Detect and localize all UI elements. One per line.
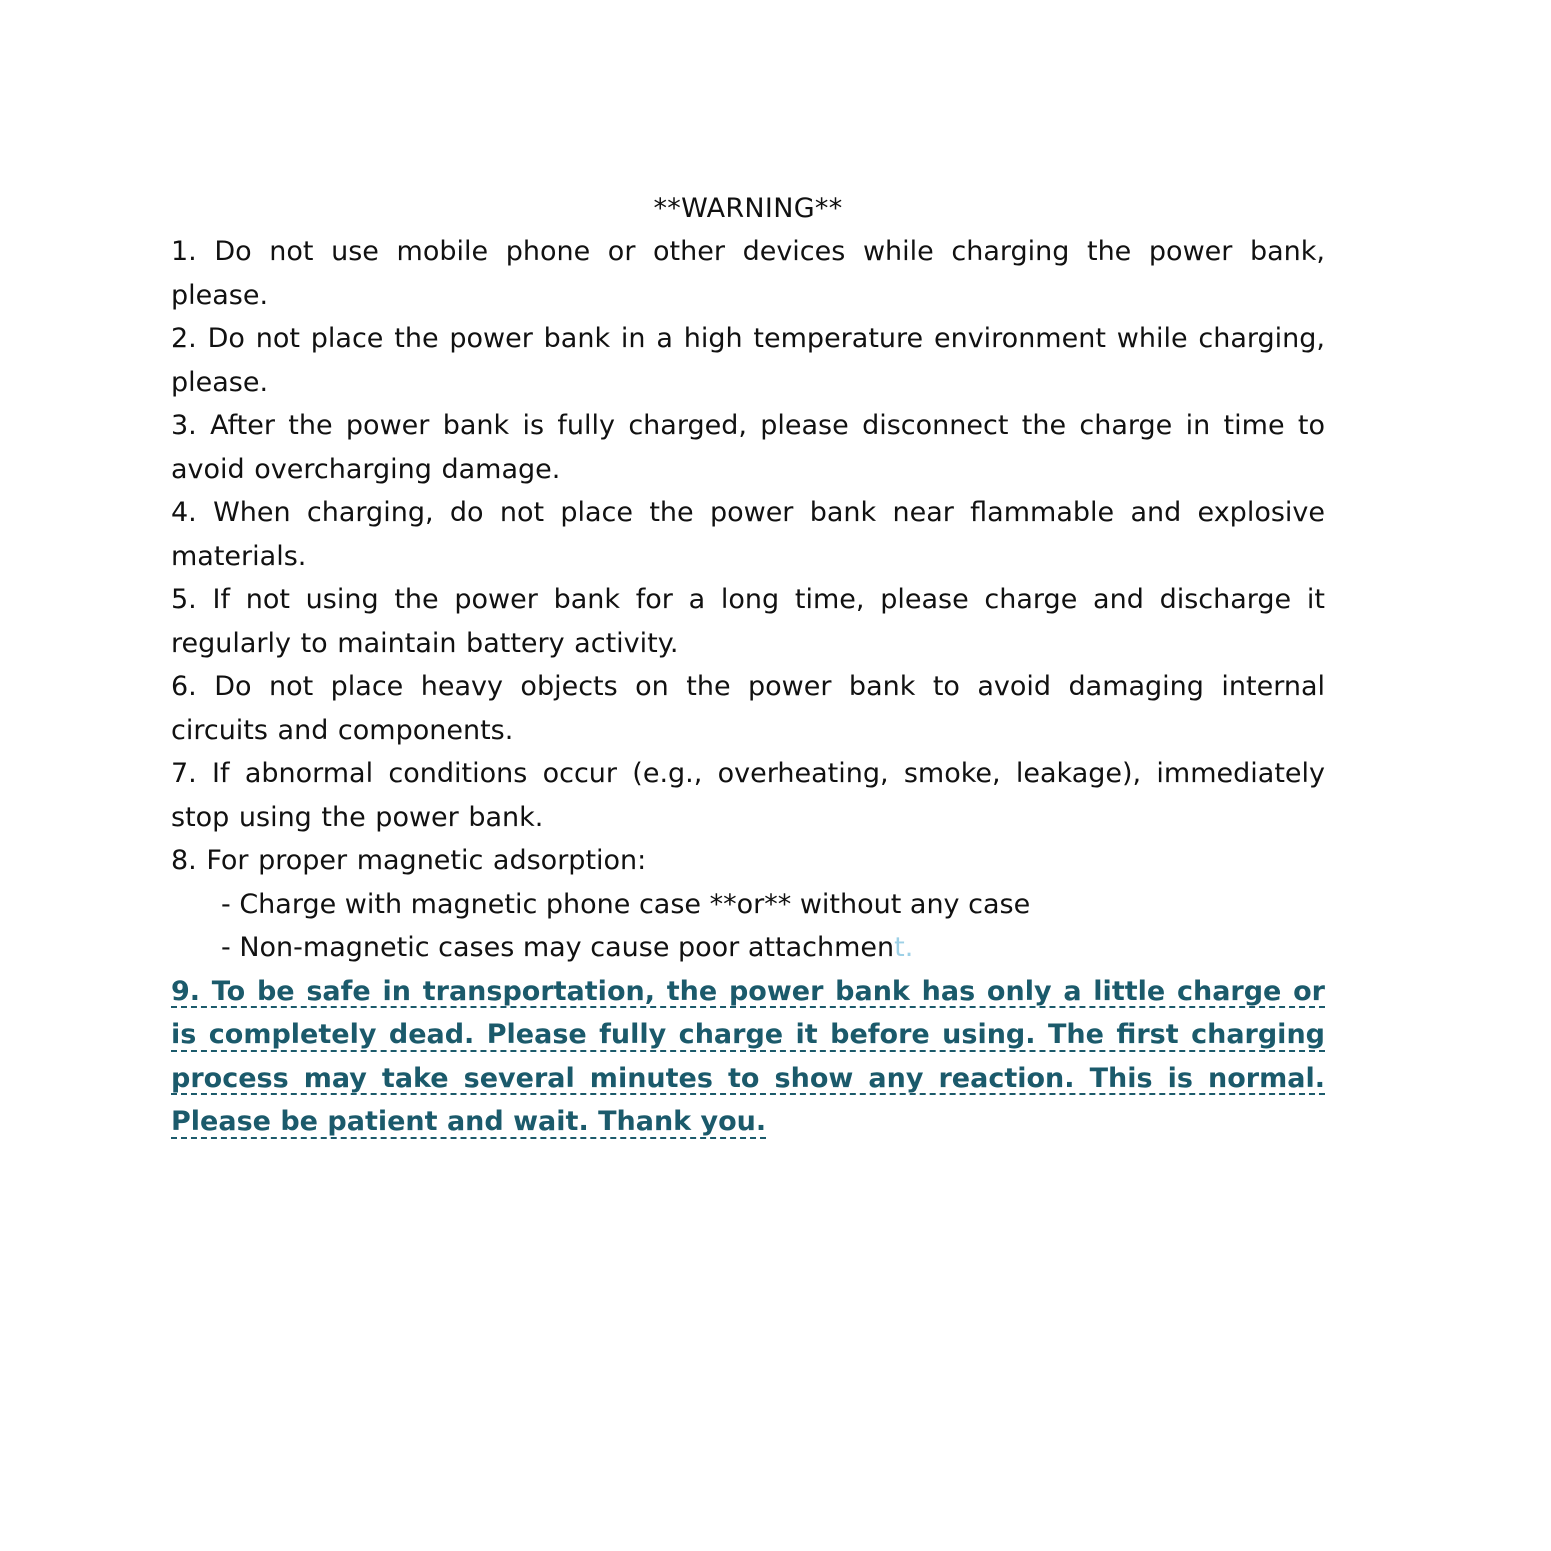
warning-subitem-2-text: - Non-magnetic cases may cause poor attachmen xyxy=(221,932,895,963)
warning-item-1: 1. Do not use mobile phone or other devices while charging the power bank, please. xyxy=(171,236,1325,311)
warning-item-3: 3. After the power bank is fully charged, please disconnect the charge in time to avoid overcharging damage. xyxy=(171,410,1325,485)
warning-subitem-2 xyxy=(171,926,1325,970)
warning-item-8: 8. For proper magnetic adsorption: xyxy=(171,845,647,876)
document-title: **WARNING** xyxy=(653,193,843,224)
warning-item-2: 2. Do not place the power bank in a high temperature environment while charging, please. xyxy=(171,323,1325,398)
transport-note-text: 9. To be safe in transportation, the power bank has only a little charge or is completely dead. Please fully charge it before using. The first charging process may take several minutes to show any reaction. This is normal. Please be patient and wait. Thank you. xyxy=(171,975,1325,1137)
warning-subitem-1: - Charge with magnetic phone case **or** without any case xyxy=(221,888,1031,920)
warning-item-7: 7. If abnormal conditions occur (e.g., overheating, smoke, leakage), immediately stop using the power bank. xyxy=(171,758,1325,833)
warning-item-4: 4. When charging, do not place the power bank near flammable and explosive materials. xyxy=(171,497,1325,572)
transport-note xyxy=(171,970,1325,1144)
warning-document xyxy=(171,190,1325,1144)
warning-item-6: 6. Do not place heavy objects on the power bank to avoid damaging internal circuits and components. xyxy=(171,671,1325,746)
warning-subitem-2-tail: t. xyxy=(894,932,914,963)
warning-item-5: 5. If not using the power bank for a long time, please charge and discharge it regularly to maintain battery activity. xyxy=(171,584,1325,659)
